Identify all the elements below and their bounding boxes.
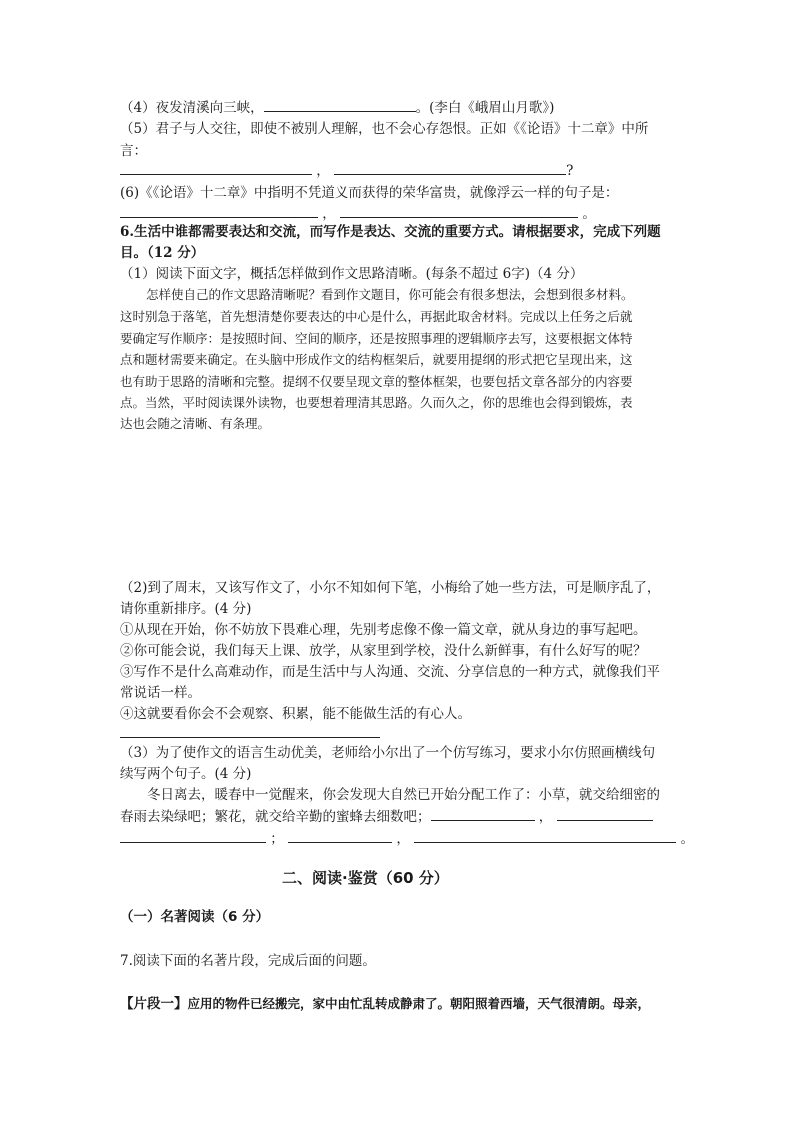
list-item: ④这就要看你会不会观察、积累，能不能做生活的有心人。 xyxy=(120,706,471,722)
passage-line: 怎样使自己的作文思路清晰呢？看到作文题目，你可能会有很多想法，会想到很多材料。 xyxy=(146,287,634,302)
section-2-heading: 二、阅读·鉴赏（60 分） xyxy=(282,869,449,887)
question-6-title-2: 目。（12 分） xyxy=(120,245,205,261)
sub-question-3-answer-line xyxy=(120,828,694,849)
period: 。 xyxy=(680,831,694,847)
answer-blank[interactable] xyxy=(557,806,653,821)
q4-suffix: 。(李白《峨眉山月歌》) xyxy=(415,100,555,116)
semicolon: ； xyxy=(270,831,284,847)
fragment-1 xyxy=(120,994,650,1014)
sub-question-1: （1）阅读下面文字，概括怎样做到作文思路清晰。(每条不超过 6字)（4 分） xyxy=(120,266,584,282)
question-5-line1: （5）君子与人交往，即使不被别人理解，也不会心存怨恨。正如《《论语》十二章》中所 xyxy=(120,121,649,137)
list-item: ③写作不是什么高难动作，而是生活中与人沟通、交流、分享信息的一种方式，就像我们平 xyxy=(120,664,660,680)
answer-blank[interactable] xyxy=(431,806,535,821)
question-mark: ? xyxy=(566,163,574,179)
q4-prefix: （4）夜发清溪向三峡， xyxy=(120,100,264,116)
passage-line: 点和题材需要来确定。在头脑中形成作文的结构框架后，就要用提纲的形式把它呈现出来，这 xyxy=(120,352,633,367)
list-item: ①从现在开始，你不妨放下畏难心理，先别考虑像不像一篇文章，就从身边的事写起吧。 xyxy=(120,622,647,638)
answer-blank[interactable] xyxy=(264,97,416,112)
question-5-line2: 言： xyxy=(120,143,147,159)
question-6-line: (6)《《论语》十二章》中指明不凭道义而获得的荣华富贵，就像浮云一样的句子是： xyxy=(120,185,619,201)
fragment-1-label: 【片段一】 xyxy=(120,996,188,1012)
question-6-title-1: 6.生活中谁都需要表达和交流，而写作是表达、交流的重要方式。请根据要求，完成下列题 xyxy=(120,224,661,240)
sub-question-3-text: 春雨去染绿吧；繁花，就交给辛勤的蜜蜂去细数吧； xyxy=(120,809,431,825)
question-7: 7.阅读下面的名著片段，完成后面的问题。 xyxy=(120,953,376,969)
list-item: ②你可能会说，我们每天上课、放学，从家里到学校，没什么新鲜事，有什么好写的呢？ xyxy=(120,643,647,659)
sub-question-3-line1: （3）为了使作文的语言生动优美，老师给小尔出了一个仿写练习，要求小尔仿照画横线句 xyxy=(120,745,656,761)
comma: ， xyxy=(396,831,410,847)
answer-blank[interactable] xyxy=(120,203,318,218)
comma: ， xyxy=(322,206,336,222)
list-item: 常说话一样。 xyxy=(120,685,201,701)
comma: ， xyxy=(316,163,330,179)
question-4 xyxy=(120,97,554,118)
fragment-1-text: 应用的物件已经搬完，家中由忙乱转成静肃了。朝阳照着西墙，天气很清朗。母亲， xyxy=(187,996,651,1011)
passage-line: 达也会随之清晰、有条理。 xyxy=(120,416,271,431)
answer-blank[interactable] xyxy=(120,160,312,175)
question-6-answer-line xyxy=(120,203,596,224)
sub-question-3-line3: 冬日离去，暖春中一觉醒来，你会发现大自然已开始分配工作了：小草，就交给细密的 xyxy=(147,787,660,803)
passage-line: 要确定写作顺序：是按照时间、空间的顺序，还是按照事理的逻辑顺序去写，这要根据文体特 xyxy=(120,331,633,346)
answer-line[interactable] xyxy=(120,737,380,738)
question-5-answer-line xyxy=(120,160,573,181)
answer-blank[interactable] xyxy=(334,160,566,175)
sub-question-3-line2: 续写两个句子。(4 分) xyxy=(120,766,252,782)
sub-question-2-line2: 请你重新排序。(4 分) xyxy=(120,601,252,617)
answer-blank[interactable] xyxy=(120,828,266,843)
passage-line: 也有助于思路的清晰和完整。提纲不仅要呈现文章的整体框架，也要包括文章各部分的内容要 xyxy=(120,374,633,389)
sub-question-2-line1: （2)到了周末，又该写作文了，小尔不知如何下笔，小梅给了她一些方法，可是顺序乱了， xyxy=(120,580,661,596)
period: 。 xyxy=(582,206,596,222)
part-1-heading: （一）名著阅读（6 分） xyxy=(120,909,270,925)
answer-blank[interactable] xyxy=(414,828,676,843)
passage-line: 这时别急于落笔，首先想清楚你要表达的中心是什么，再据此取舍材料。完成以上任务之后就 xyxy=(120,309,633,324)
answer-blank[interactable] xyxy=(340,203,578,218)
answer-blank[interactable] xyxy=(288,828,392,843)
passage-line: 点。当然，平时阅读课外读物，也要想着理清其思路。久而久之，你的思维也会得到锻炼，表 xyxy=(120,395,633,410)
sub-question-3-line4 xyxy=(120,806,653,827)
comma: ， xyxy=(538,809,553,825)
